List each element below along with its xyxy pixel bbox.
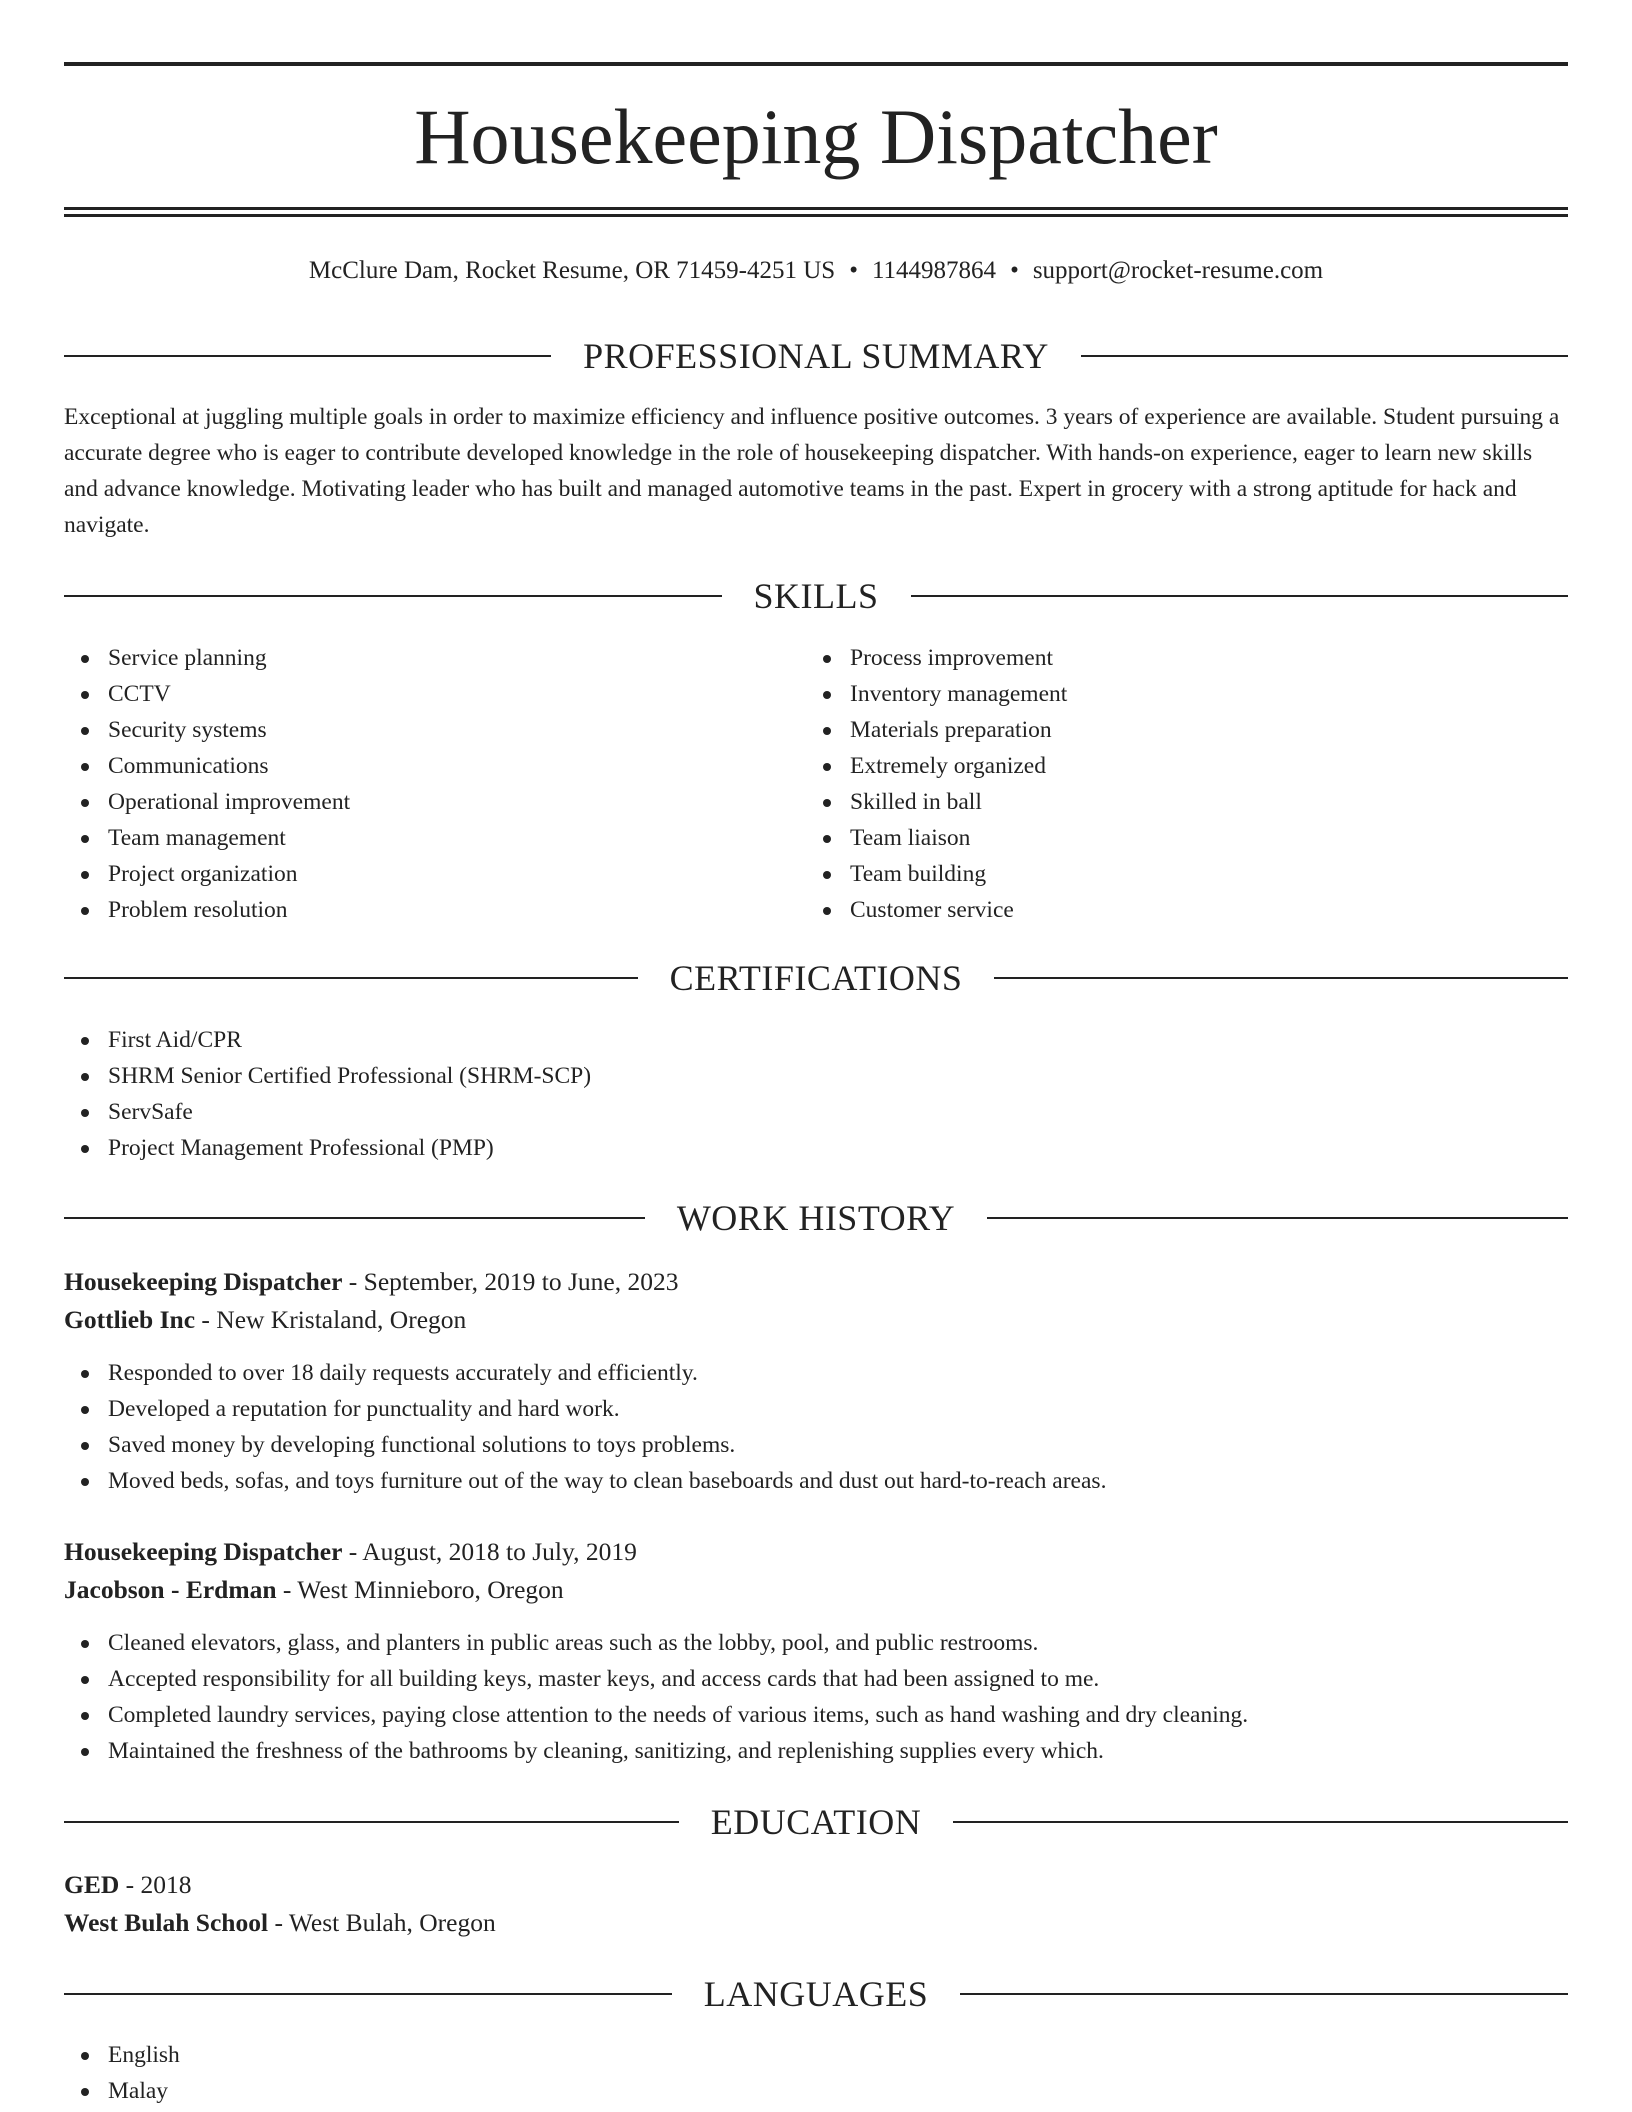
job-location: - New Kristaland, Oregon bbox=[195, 1305, 467, 1334]
list-item: Project organization bbox=[64, 856, 806, 892]
job-title: Housekeeping Dispatcher bbox=[64, 1537, 343, 1566]
job-title-line bbox=[64, 1263, 1568, 1301]
list-item: Moved beds, sofas, and toys furniture out of the way to clean baseboards and dust out hard-to-reach areas. bbox=[64, 1463, 1568, 1499]
job-dates: - August, 2018 to July, 2019 bbox=[342, 1537, 637, 1566]
list-item: Team building bbox=[806, 856, 1548, 892]
job-entry bbox=[64, 1263, 1568, 1339]
list-item: SHRM Senior Certified Professional (SHRM-SCP) bbox=[64, 1058, 1568, 1094]
list-item: English bbox=[64, 2037, 1568, 2073]
list-item: Process improvement bbox=[806, 640, 1548, 676]
section-title: WORK HISTORY bbox=[676, 1198, 956, 1238]
section-header-education bbox=[64, 1800, 1568, 1844]
summary-text: Exceptional at juggling multiple goals in order to maximize efficiency and influence positive outcomes. 3 years of experience are available. Student pursuing a accurate degree who is eager to contribute developed knowledge in the role of housekeeping dispatcher. With hands-on experience, eager to learn new skills and advance knowledge. Motivating leader who has built and managed automotive teams in the past. Expert in grocery with a strong aptitude for hack and navigate. bbox=[64, 404, 1560, 538]
list-item: Inventory management bbox=[806, 676, 1548, 712]
section-header-certifications bbox=[64, 956, 1568, 1000]
contact-line bbox=[64, 256, 1568, 286]
section-rule bbox=[64, 977, 638, 979]
skills-grid bbox=[64, 640, 1568, 928]
section-rule bbox=[64, 355, 551, 357]
languages-list bbox=[64, 2037, 1568, 2109]
list-item: Skilled in ball bbox=[806, 784, 1548, 820]
section-rule bbox=[960, 1993, 1568, 1995]
contact-phone[interactable]: 1144987864 bbox=[871, 257, 997, 284]
job-bullets bbox=[64, 1355, 1568, 1499]
job-company: Gottlieb Inc bbox=[64, 1305, 196, 1334]
list-item: Project Management Professional (PMP) bbox=[64, 1130, 1568, 1166]
job-title-line bbox=[64, 1533, 1568, 1571]
section-header-languages bbox=[64, 1972, 1568, 2016]
section-title: CERTIFICATIONS bbox=[669, 958, 963, 998]
section-rule bbox=[64, 1993, 672, 1995]
list-item: CCTV bbox=[64, 676, 806, 712]
section-rule bbox=[911, 595, 1569, 597]
contact-email[interactable]: support@rocket-resume.com bbox=[1032, 257, 1324, 284]
section-header-skills bbox=[64, 574, 1568, 618]
list-item: Cleaned elevators, glass, and planters in public areas such as the lobby, pool, and public restrooms. bbox=[64, 1625, 1568, 1661]
job-company: Jacobson - Erdman bbox=[64, 1575, 277, 1604]
job-location: - West Minnieboro, Oregon bbox=[276, 1575, 564, 1604]
section-rule bbox=[1081, 355, 1568, 357]
list-item: Customer service bbox=[806, 892, 1548, 928]
section-header-summary bbox=[64, 334, 1568, 378]
job-title: Housekeeping Dispatcher bbox=[64, 1267, 343, 1296]
section-rule bbox=[987, 1217, 1568, 1219]
list-item: Materials preparation bbox=[806, 712, 1548, 748]
education-school-line bbox=[64, 1904, 1568, 1942]
skills-list bbox=[806, 640, 1548, 928]
list-item: Responded to over 18 daily requests accurately and efficiently. bbox=[64, 1355, 1568, 1391]
contact-separator: • bbox=[1010, 257, 1019, 284]
section-rule bbox=[953, 1821, 1568, 1823]
job-bullets bbox=[64, 1625, 1568, 1769]
page-title: Housekeeping Dispatcher bbox=[414, 93, 1218, 180]
list-item: Team management bbox=[64, 820, 806, 856]
section-title: LANGUAGES bbox=[703, 1974, 929, 2014]
list-item: Security systems bbox=[64, 712, 806, 748]
list-item: First Aid/CPR bbox=[64, 1022, 1568, 1058]
education-school: West Bulah School bbox=[64, 1908, 269, 1937]
section-title: SKILLS bbox=[753, 576, 879, 616]
section-header-work-history bbox=[64, 1196, 1568, 1240]
job-company-line bbox=[64, 1571, 1568, 1609]
education-entry bbox=[64, 1866, 1568, 1942]
list-item: Problem resolution bbox=[64, 892, 806, 928]
job-entry bbox=[64, 1533, 1568, 1609]
section-rule bbox=[64, 1217, 645, 1219]
list-item: Team liaison bbox=[806, 820, 1548, 856]
header-top-rule bbox=[64, 62, 1568, 66]
header-bottom-rule bbox=[64, 207, 1568, 217]
list-item: ServSafe bbox=[64, 1094, 1568, 1130]
list-item: Accepted responsibility for all building keys, master keys, and access cards that had been assigned to me. bbox=[64, 1661, 1568, 1697]
list-item: Malay bbox=[64, 2073, 1568, 2109]
list-item: Developed a reputation for punctuality and hard work. bbox=[64, 1391, 1568, 1427]
list-item: Saved money by developing functional solutions to toys problems. bbox=[64, 1427, 1568, 1463]
list-item: Completed laundry services, paying close attention to the needs of various items, such as hand washing and dry cleaning. bbox=[64, 1697, 1568, 1733]
list-item: Operational improvement bbox=[64, 784, 806, 820]
education-degree-line bbox=[64, 1866, 1568, 1904]
job-company-line bbox=[64, 1301, 1568, 1339]
contact-separator: • bbox=[849, 257, 858, 284]
education-location: - West Bulah, Oregon bbox=[268, 1908, 496, 1937]
section-rule bbox=[64, 1821, 679, 1823]
section-title: EDUCATION bbox=[710, 1802, 922, 1842]
skills-column-left bbox=[64, 640, 806, 928]
education-degree: GED bbox=[64, 1870, 120, 1899]
section-rule bbox=[994, 977, 1568, 979]
skills-column-right bbox=[806, 640, 1548, 928]
list-item: Extremely organized bbox=[806, 748, 1548, 784]
education-year: - 2018 bbox=[119, 1870, 192, 1899]
contact-address: McClure Dam, Rocket Resume, OR 71459-4251 US bbox=[308, 257, 836, 284]
job-dates: - September, 2019 to June, 2023 bbox=[342, 1267, 679, 1296]
list-item: Communications bbox=[64, 748, 806, 784]
certifications-list bbox=[64, 1022, 1568, 1166]
section-rule bbox=[64, 595, 722, 597]
list-item: Maintained the freshness of the bathrooms by cleaning, sanitizing, and replenishing supplies every which. bbox=[64, 1733, 1568, 1769]
list-item: Service planning bbox=[64, 640, 806, 676]
skills-list bbox=[64, 640, 806, 928]
section-title: PROFESSIONAL SUMMARY bbox=[583, 336, 1049, 376]
